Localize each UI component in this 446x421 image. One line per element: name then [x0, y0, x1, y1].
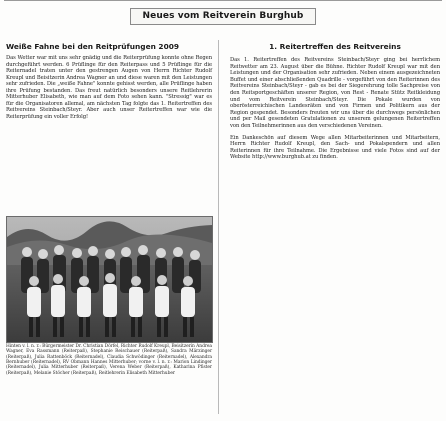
- left-article-headline: Weiße Fahne bei den Reitprüfungen 2009: [6, 42, 180, 51]
- group-photo: [6, 216, 213, 343]
- right-article-paragraph-1: Das 1. Reitertreffen des Reitvereins Steinbach/Steyr ging bei herrlichem Reitwetter am 23. August über die Bühne. Richter Rudolf Kreupl war mit den Leistungen und der Organisation sehr zufrieden. Neben einem ausgezeichneten Buffet und einer abschließenden Quadrille - vorgeführt von den Reiterinnen des Reitvereins Steinbach/Steyr - gab es bei der Siegerehrung tolle Sachpreise von den Reitsportgeschäften unserer Region, von Rest - Renate Stütz Reitkleidung und vom Reitverein Steinbach/Steyr. Die Pokale wurden von oberösterreichischen Landesräten und von Firmen und Politikern aus der Region gespendet. Besonders freuten wir uns über die durchwegs persönlichen und per Mail gesendeten Gratulationen zu unserem gelungenen Reitertreffen von den Teilnehmerinnen aus den verschiedenen Vereinen.: [230, 57, 440, 129]
- right-article-headline: 1. Reitertreffen des Reitvereins: [269, 42, 401, 51]
- group-photo-image: [7, 217, 212, 342]
- section-title: Neues vom Reitverein Burghub: [130, 8, 317, 25]
- photo-caption: Hinten v. l. n. r.: Bürgermeister Dr. Christian Dörfel, Richter Rudolf Kreupl, Beisitzerin Andrea Wagner, Eva Rassmann (Reiterpaß), Stephanie Reischauer (Reiterpaß), Sandra Märzinger (Reiterpaß), Julia Rattenböck (Reiternadel), Claudia Schwödinger (Reiternadel), Alexandra Bernhuber (Reiternadel), RV Obmann Hannes Mitterhuber; vorne v. l. n. r.: Marion Lindinger (Reiternadel), Julia Mitterhuber (Reiterpaß), Verena Weber (Reiterpaß), Katharina Pfister (Reiterpaß), Melanie Stöcher (Reiterpaß), Reitlehrerin Elisabeth Mitterhuber: [6, 344, 212, 376]
- column-divider: [218, 40, 219, 414]
- top-rule: [4, 0, 442, 1]
- masthead: [0, 3, 446, 25]
- photo-caption-block: [6, 344, 212, 376]
- right-article-paragraph-2: Ein Dankeschön auf diesem Wege allen Mitarbeiterinnen und Mitarbeitern, Herrn Richter Rudolf Kreupl, den Sach- und Pokalspendern und allen Reiterinnen für ihre Teilnahme. Die Ergebnisse und viele Fotos sind auf der Website http://www.burghub.at zu finden.: [230, 134, 440, 161]
- left-article: [6, 42, 212, 120]
- right-article: [230, 42, 440, 161]
- left-article-body: Das Wetter war mit uns sehr gnädig und die Reiterprüfung konnte ohne Regen durchgeführt werden. 6 Prüflinge für den Reiterpass und 5 Prüflinge für die Reiternadel traten unter den gestrengen Augen von Herrn Richter Rudolf Kreupl und Beisitzerin Andrea Wagner an und diese waren mit den Leistungen sehr zufrieden. Die „weiße Fahne" konnte gehisst werden, alle Prüflinge haben ihre Prüfung bestanden. Das freut natürlich besonders unsere Reitlehrerin Mitterhuber Elisabeth, wie man auf dem Foto sehen kann. "Stressig" war es für die Organisatoren allemal, am nächsten Tag folgte das 1. Reitertreffen des Reitvereins Steinbach/Steyr. Aber auch unser Reitertreffen war wie die Reiterprüfung ein voller Erfolg!: [6, 55, 212, 120]
